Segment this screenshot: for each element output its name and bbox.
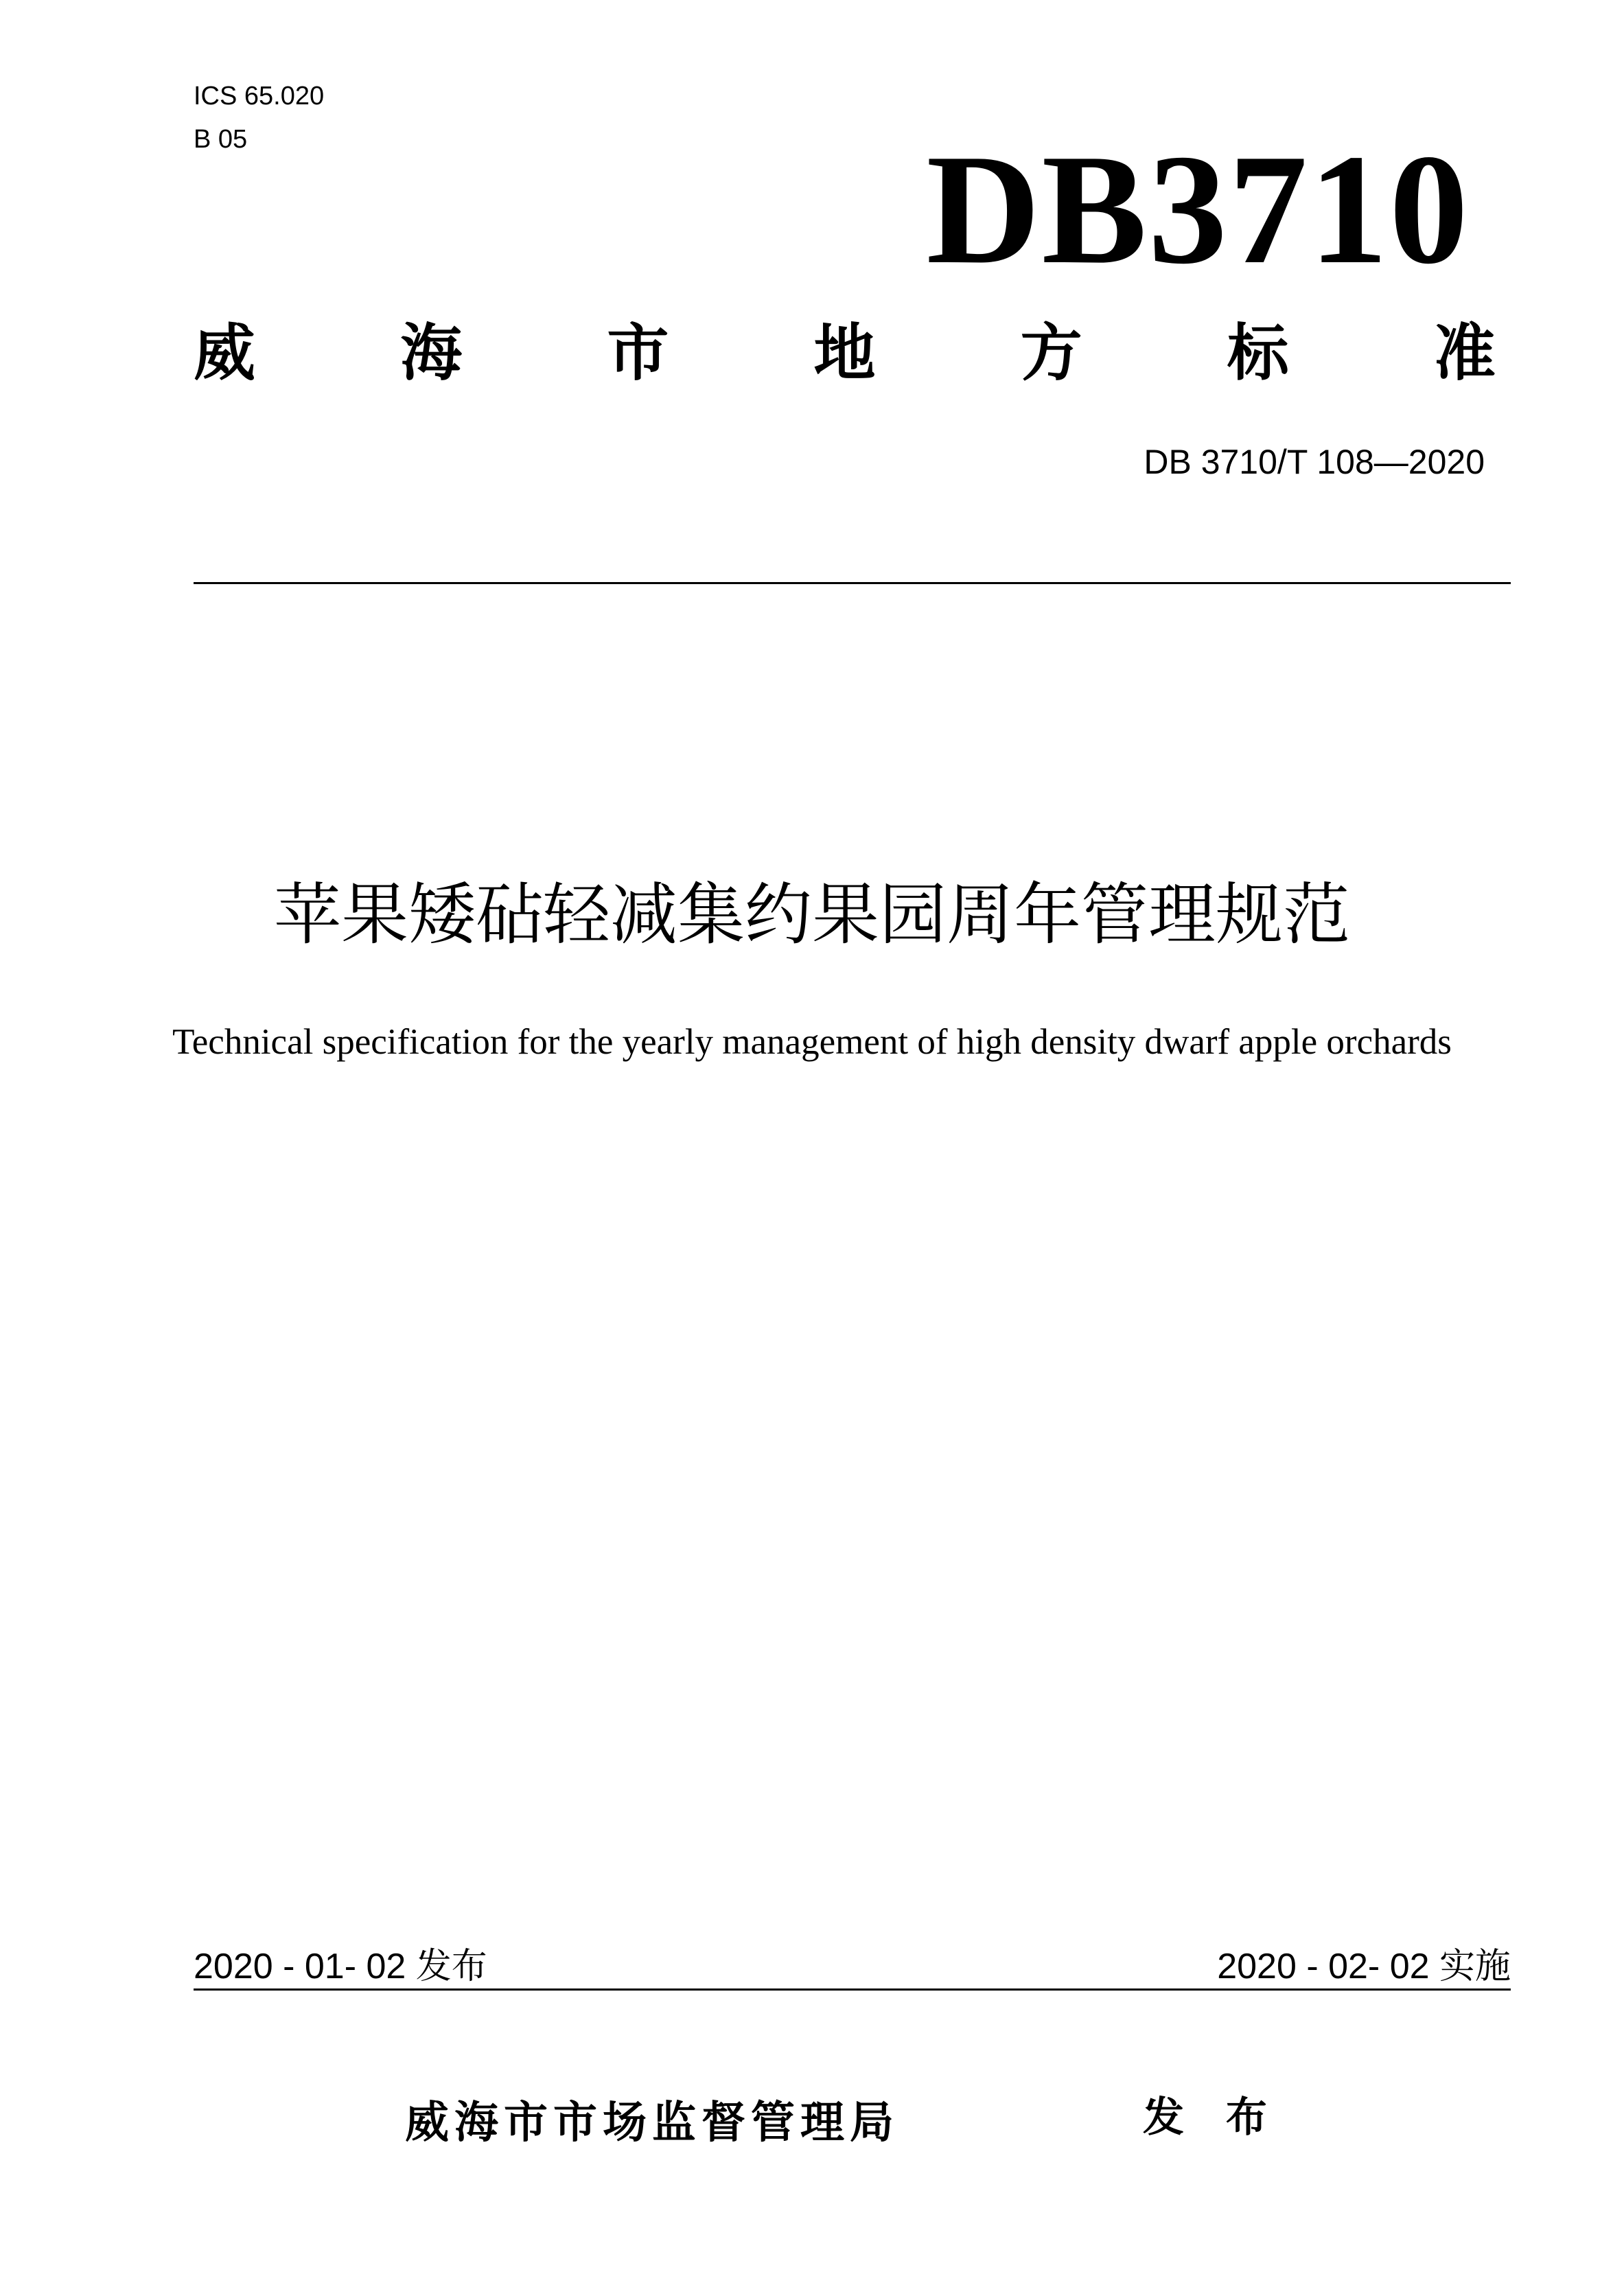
bottom-divider [194,1988,1511,1991]
issue-label: 发 布 [1143,2094,1281,2142]
standard-type-char: 海 [400,317,463,389]
standard-number: DB 3710/T 108—2020 [1144,443,1485,481]
implementation-date: 2020 - 02- 02 实施 [1217,1947,1511,1986]
standard-type-char: 地 [813,317,876,389]
standard-type-char: 准 [1433,317,1496,389]
ccs-code: B 05 [194,125,248,154]
top-divider [194,582,1511,584]
document-title-english: Technical specification for the yearly management of high density dwarf apple orchards [172,1022,1452,1062]
ics-code: ICS 65.020 [194,82,325,111]
standard-type-heading [194,312,1496,395]
issue-date: 2020 - 01- 02 发布 [194,1947,487,1986]
issuing-authority: 威海市市场监督管理局 [405,2098,899,2148]
standard-type-char: 方 [1020,317,1082,389]
standard-type-char: 市 [607,317,669,389]
standard-type-char: 标 [1227,317,1289,389]
standard-type-char: 威 [194,317,255,389]
standard-code-logo: DB3710 [926,121,1470,297]
document-title-chinese: 苹果矮砧轻减集约果园周年管理规范 [273,876,1350,954]
